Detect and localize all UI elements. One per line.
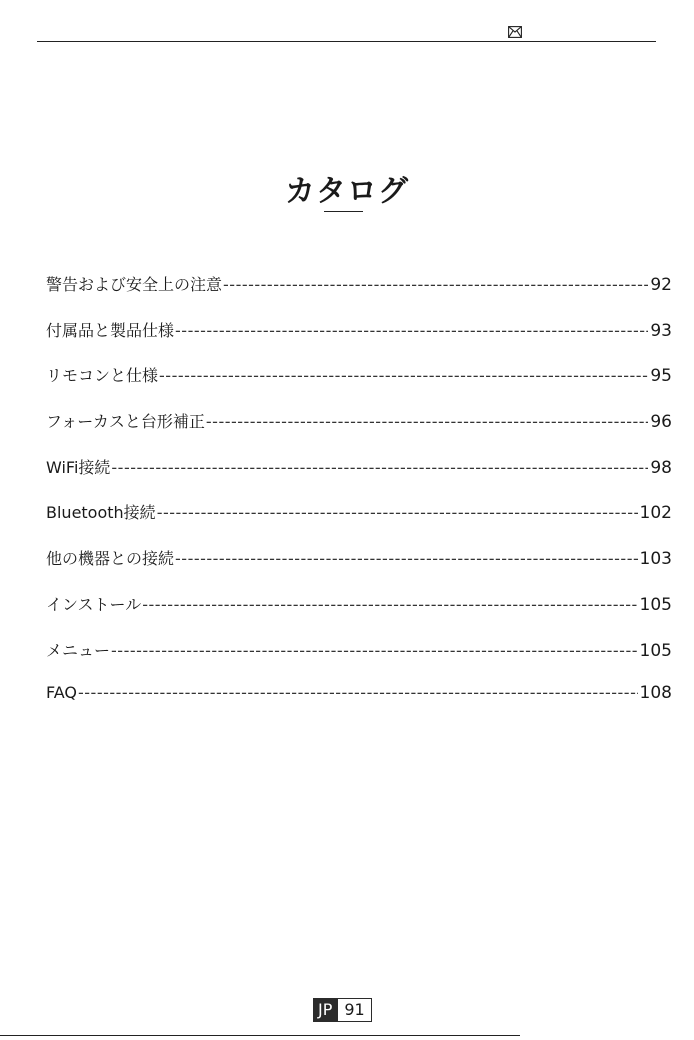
toc-entry[interactable] <box>46 500 672 546</box>
toc-leader <box>206 412 648 431</box>
toc-entry-label: フォーカスと台形補正 <box>46 412 205 432</box>
toc-leader <box>175 549 638 568</box>
toc-entry[interactable] <box>46 363 672 409</box>
title-underline <box>324 211 363 212</box>
toc-entry-page: 102 <box>639 503 672 524</box>
toc-leader <box>159 366 648 385</box>
mail-icon <box>508 26 522 38</box>
page-badge <box>313 998 372 1022</box>
toc-entry-page: 93 <box>650 320 672 341</box>
toc-entry[interactable] <box>46 272 672 318</box>
toc-entry-label: メニュー <box>46 640 111 660</box>
toc-leader <box>223 275 648 294</box>
toc-entry-label: リモコンと仕様 <box>46 366 159 386</box>
toc-entry-label: Bluetooth接続 <box>46 503 156 523</box>
toc-leader <box>175 321 648 340</box>
toc-entry-page: 92 <box>650 275 672 295</box>
toc-entry[interactable] <box>46 683 672 729</box>
toc-entry-label: 警告および安全上の注意 <box>46 275 223 294</box>
toc-entry[interactable] <box>46 455 672 501</box>
toc-leader <box>157 503 638 522</box>
toc-entry-label: FAQ <box>46 683 77 703</box>
toc-leader <box>111 458 648 477</box>
toc-entry-label: 他の機器との接続 <box>46 549 175 569</box>
toc-entry-label: 付属品と製品仕様 <box>46 320 175 340</box>
toc-leader <box>111 641 638 660</box>
page-title: カタログ <box>285 174 409 209</box>
toc-entry[interactable] <box>46 409 672 455</box>
toc-entry-page: 98 <box>650 457 672 478</box>
toc-entry-page: 103 <box>639 549 672 570</box>
toc-entry[interactable] <box>46 546 672 592</box>
footer-rule <box>0 1035 520 1036</box>
toc-leader <box>142 595 637 614</box>
table-of-contents <box>46 272 672 729</box>
toc-entry-page: 95 <box>650 366 672 387</box>
toc-entry-page: 105 <box>639 640 672 661</box>
toc-entry[interactable] <box>46 638 672 684</box>
page-number: 91 <box>337 998 371 1022</box>
toc-entry-label: WiFi接続 <box>46 457 111 477</box>
toc-entry-label: インストール <box>46 594 142 614</box>
toc-entry-page: 96 <box>650 412 672 433</box>
header-rule <box>37 41 656 42</box>
language-label: JP <box>313 998 337 1022</box>
toc-entry-page: 108 <box>639 683 672 704</box>
toc-entry-page: 105 <box>639 594 672 615</box>
toc-entry[interactable] <box>46 592 672 638</box>
toc-leader <box>78 683 638 702</box>
toc-entry[interactable] <box>46 318 672 364</box>
